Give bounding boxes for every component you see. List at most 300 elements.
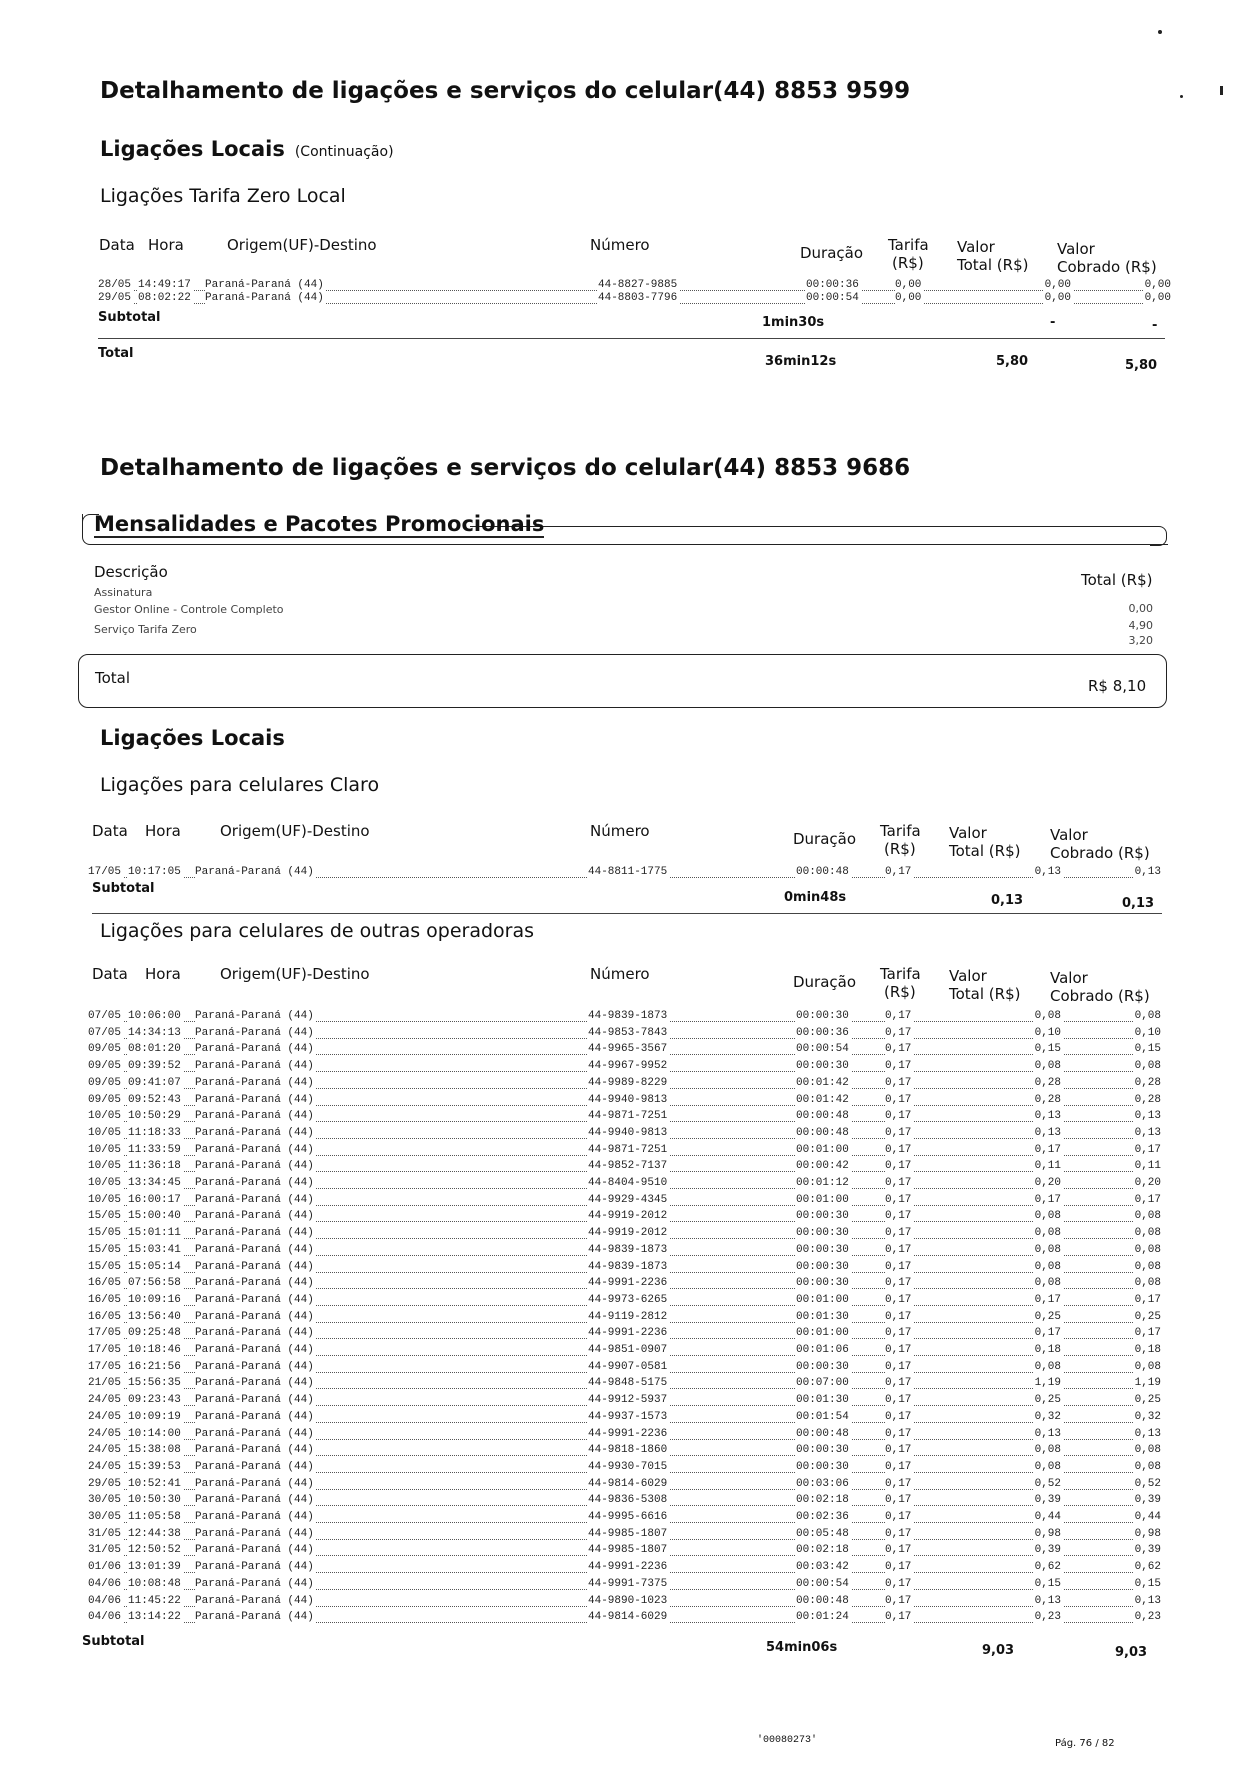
hdr-hora: Hora bbox=[145, 822, 181, 840]
cell-data: 29/05 bbox=[88, 1477, 122, 1490]
hdr-valor-total: Total (R$) bbox=[949, 985, 1021, 1003]
cell-tarifa: 0,17 bbox=[885, 1076, 912, 1089]
cell-hora: 11:18:33 bbox=[128, 1126, 181, 1139]
cell-data: 10/05 bbox=[88, 1193, 122, 1206]
cell-origem: Paraná-Paraná (44) bbox=[195, 1243, 314, 1256]
subtotal-cobrado: 0,13 bbox=[1122, 896, 1155, 911]
cell-tarifa: 0,17 bbox=[885, 1544, 912, 1557]
cell-duracao: 00:00:30 bbox=[796, 1444, 849, 1457]
cell-hora: 10:08:48 bbox=[128, 1577, 181, 1590]
cell-tarifa: 0,17 bbox=[885, 1310, 912, 1323]
cell-numero: 44-9973-6265 bbox=[588, 1293, 668, 1306]
total-cobrado: 5,80 bbox=[1125, 358, 1158, 373]
cell-valor-total: 0,52 bbox=[1034, 1477, 1061, 1490]
group-tarifa-zero: Ligações Tarifa Zero Local bbox=[100, 185, 346, 207]
cell-origem: Paraná-Paraná (44) bbox=[195, 1076, 314, 1089]
cell-valor-cobrado: 0,08 bbox=[1134, 1243, 1161, 1256]
cell-valor-cobrado: 0,62 bbox=[1134, 1561, 1161, 1574]
cell-origem: Paraná-Paraná (44) bbox=[195, 1444, 314, 1457]
cell-valor-total: 0,13 bbox=[1034, 1594, 1061, 1607]
cell-valor-total: 0,17 bbox=[1034, 1143, 1061, 1156]
cell-valor-total: 0,17 bbox=[1034, 1293, 1061, 1306]
hdr-duracao: Duração bbox=[800, 244, 864, 262]
subtotal-label: Subtotal bbox=[98, 310, 161, 325]
cell-valor-cobrado: 0,13 bbox=[1134, 1110, 1161, 1123]
cell-data: 31/05 bbox=[88, 1544, 122, 1557]
cell-tarifa: 0,17 bbox=[885, 1577, 912, 1590]
cell-tarifa: 0,17 bbox=[885, 1561, 912, 1574]
table-row bbox=[88, 1277, 1163, 1291]
cell-tarifa: 0,17 bbox=[885, 1160, 912, 1173]
cell-data: 09/05 bbox=[88, 1060, 122, 1073]
cell-duracao: 00:05:48 bbox=[796, 1527, 849, 1540]
cell-hora: 15:05:14 bbox=[128, 1260, 181, 1273]
cell-origem: Paraná-Paraná (44) bbox=[195, 1577, 314, 1590]
cell-valor-cobrado: 0,08 bbox=[1134, 1260, 1161, 1273]
group-outras: Ligações para celulares de outras operadoras bbox=[100, 920, 535, 942]
cell-tarifa: 0,17 bbox=[885, 1243, 912, 1256]
hdr-origem: Origem(UF)-Destino bbox=[220, 965, 370, 983]
cell-valor-total: 0,08 bbox=[1034, 1243, 1061, 1256]
cell-numero: 44-9907-0581 bbox=[588, 1360, 668, 1373]
total-header: Total (R$) bbox=[1081, 571, 1153, 589]
cell-origem: Paraná-Paraná (44) bbox=[195, 1060, 314, 1073]
scan-speck bbox=[1158, 30, 1162, 34]
subtotal-duration: 54min06s bbox=[766, 1640, 838, 1655]
cell-data: 07/05 bbox=[88, 1026, 122, 1039]
cell-numero: 44-9940-9813 bbox=[588, 1093, 668, 1106]
cell-valor-cobrado: 0,08 bbox=[1134, 1460, 1161, 1473]
cell-valor-total: 0,18 bbox=[1034, 1344, 1061, 1356]
cell-hora: 11:33:59 bbox=[128, 1143, 181, 1156]
table-row bbox=[88, 1261, 1163, 1275]
footer-code: '00080273' bbox=[757, 1735, 818, 1746]
cell-data: 24/05 bbox=[88, 1460, 122, 1473]
cell-tarifa: 0,17 bbox=[885, 1427, 912, 1440]
box-top-line bbox=[470, 526, 1152, 527]
cell-valor-cobrado: 0,00 bbox=[1144, 279, 1171, 291]
ligacoes-locais-title: Ligações Locais bbox=[100, 726, 285, 750]
hdr-data: Data bbox=[92, 965, 128, 983]
cell-numero: 44-9991-2236 bbox=[588, 1561, 668, 1574]
cell-duracao: 00:02:18 bbox=[796, 1494, 849, 1507]
cell-duracao: 00:00:30 bbox=[796, 1060, 849, 1073]
cell-valor-cobrado: 0,08 bbox=[1134, 1010, 1161, 1022]
table-row bbox=[88, 1311, 1163, 1325]
cell-hora: 10:50:30 bbox=[128, 1494, 181, 1507]
cell-valor-cobrado: 0,11 bbox=[1134, 1160, 1161, 1173]
scan-speck bbox=[1180, 95, 1183, 98]
table-row bbox=[88, 1244, 1163, 1258]
box-total-label: Total bbox=[95, 669, 131, 687]
cell-numero: 44-9930-7015 bbox=[588, 1460, 668, 1473]
cell-valor-cobrado: 0,39 bbox=[1134, 1494, 1161, 1507]
cell-tarifa: 0,17 bbox=[885, 1110, 912, 1123]
cell-origem: Paraná-Paraná (44) bbox=[195, 1394, 314, 1407]
cell-hora: 10:52:41 bbox=[128, 1477, 181, 1490]
cell-valor-total: 0,13 bbox=[1034, 866, 1061, 878]
cell-origem: Paraná-Paraná (44) bbox=[195, 1344, 314, 1356]
cell-hora: 10:50:29 bbox=[128, 1110, 181, 1123]
hdr-hora: Hora bbox=[148, 236, 184, 254]
cell-valor-cobrado: 0,23 bbox=[1134, 1611, 1161, 1624]
cell-tarifa: 0,17 bbox=[885, 1293, 912, 1306]
cell-duracao: 00:00:30 bbox=[796, 1010, 849, 1022]
cell-tarifa: 0,00 bbox=[895, 279, 922, 291]
cell-hora: 16:00:17 bbox=[128, 1193, 181, 1206]
cell-numero: 44-9836-5308 bbox=[588, 1494, 668, 1507]
cell-numero: 44-9919-2012 bbox=[588, 1210, 668, 1223]
item-desc: Serviço Tarifa Zero bbox=[94, 623, 197, 636]
hdr-hora: Hora bbox=[145, 965, 181, 983]
cell-numero: 44-9985-1807 bbox=[588, 1544, 668, 1557]
cell-valor-cobrado: 0,25 bbox=[1134, 1310, 1161, 1323]
hdr-valor2: Valor bbox=[1057, 240, 1095, 258]
table-row bbox=[88, 866, 1163, 880]
cell-duracao: 00:01:42 bbox=[796, 1093, 849, 1106]
cell-valor-cobrado: 0,08 bbox=[1134, 1210, 1161, 1223]
cell-numero: 44-9839-1873 bbox=[588, 1010, 668, 1022]
cell-origem: Paraná-Paraná (44) bbox=[205, 279, 324, 291]
cell-tarifa: 0,17 bbox=[885, 866, 912, 878]
cell-origem: Paraná-Paraná (44) bbox=[195, 1544, 314, 1557]
cell-valor-cobrado: 0,39 bbox=[1134, 1544, 1161, 1557]
cell-data: 29/05 bbox=[98, 292, 132, 304]
table-row bbox=[88, 1595, 1163, 1609]
cell-valor-cobrado: 0,08 bbox=[1134, 1444, 1161, 1457]
cell-valor-total: 0,10 bbox=[1034, 1026, 1061, 1039]
table-row bbox=[88, 1611, 1163, 1625]
cell-valor-total: 0,23 bbox=[1034, 1611, 1061, 1624]
table-row bbox=[88, 1461, 1163, 1475]
cell-data: 10/05 bbox=[88, 1143, 122, 1156]
cell-duracao: 00:00:42 bbox=[796, 1160, 849, 1173]
cell-origem: Paraná-Paraná (44) bbox=[195, 1093, 314, 1106]
cell-data: 07/05 bbox=[88, 1010, 122, 1022]
cell-origem: Paraná-Paraná (44) bbox=[195, 1611, 314, 1624]
cell-duracao: 00:02:36 bbox=[796, 1511, 849, 1523]
subtotal-duration: 0min48s bbox=[784, 890, 847, 905]
table-row bbox=[88, 1060, 1163, 1074]
cell-hora: 10:09:19 bbox=[128, 1410, 181, 1423]
cell-data: 24/05 bbox=[88, 1444, 122, 1457]
cell-origem: Paraná-Paraná (44) bbox=[195, 1160, 314, 1173]
cell-tarifa: 0,17 bbox=[885, 1227, 912, 1240]
cell-duracao: 00:00:48 bbox=[796, 1126, 849, 1139]
cell-valor-total: 0,00 bbox=[1044, 279, 1071, 291]
cell-data: 04/06 bbox=[88, 1594, 122, 1607]
cell-tarifa: 0,17 bbox=[885, 1377, 912, 1390]
cell-tarifa: 0,17 bbox=[885, 1093, 912, 1106]
cell-numero: 44-9937-1573 bbox=[588, 1410, 668, 1423]
hdr-data: Data bbox=[99, 236, 135, 254]
subtotal-total: 0,13 bbox=[991, 893, 1024, 908]
cell-valor-cobrado: 0,20 bbox=[1134, 1177, 1161, 1189]
cell-data: 31/05 bbox=[88, 1527, 122, 1540]
cell-valor-total: 0,98 bbox=[1034, 1527, 1061, 1540]
cell-numero: 44-9985-1807 bbox=[588, 1527, 668, 1540]
cell-hora: 15:56:35 bbox=[128, 1377, 181, 1390]
cell-data: 15/05 bbox=[88, 1227, 122, 1240]
cell-origem: Paraná-Paraná (44) bbox=[195, 1511, 314, 1523]
cell-hora: 10:14:00 bbox=[128, 1427, 181, 1440]
table-row bbox=[88, 1194, 1163, 1208]
cell-valor-cobrado: 0,08 bbox=[1134, 1060, 1161, 1073]
table-row bbox=[88, 1110, 1163, 1124]
cell-valor-total: 0,17 bbox=[1034, 1193, 1061, 1206]
cell-valor-total: 0,08 bbox=[1034, 1260, 1061, 1273]
hdr-valor: Valor bbox=[949, 967, 987, 985]
cell-duracao: 00:01:54 bbox=[796, 1410, 849, 1423]
group-claro: Ligações para celulares Claro bbox=[100, 774, 380, 796]
cell-origem: Paraná-Paraná (44) bbox=[195, 1010, 314, 1022]
cell-hora: 15:01:11 bbox=[128, 1227, 181, 1240]
cell-origem: Paraná-Paraná (44) bbox=[195, 1026, 314, 1039]
cell-numero: 44-9851-0907 bbox=[588, 1344, 668, 1356]
cell-numero: 44-9814-6029 bbox=[588, 1477, 668, 1490]
cell-hora: 11:36:18 bbox=[128, 1160, 181, 1173]
cell-numero: 44-9818-1860 bbox=[588, 1444, 668, 1457]
cell-origem: Paraná-Paraná (44) bbox=[195, 1494, 314, 1507]
hdr-valor-total: Total (R$) bbox=[949, 842, 1021, 860]
cell-numero: 44-9967-9952 bbox=[588, 1060, 668, 1073]
table-row bbox=[98, 279, 1173, 293]
total-box bbox=[78, 654, 1167, 708]
cell-valor-total: 0,11 bbox=[1034, 1160, 1061, 1173]
cell-valor-cobrado: 0,44 bbox=[1134, 1511, 1161, 1523]
cell-valor-cobrado: 0,28 bbox=[1134, 1093, 1161, 1106]
cell-origem: Paraná-Paraná (44) bbox=[195, 1527, 314, 1540]
cell-duracao: 00:00:30 bbox=[796, 1360, 849, 1373]
cell-origem: Paraná-Paraná (44) bbox=[195, 1360, 314, 1373]
hdr-tarifa-unit: (R$) bbox=[884, 840, 916, 858]
cell-tarifa: 0,17 bbox=[885, 1360, 912, 1373]
hdr-numero: Número bbox=[590, 965, 650, 983]
cell-origem: Paraná-Paraná (44) bbox=[195, 866, 314, 878]
hdr-valor-cobrado: Cobrado (R$) bbox=[1057, 258, 1157, 276]
cell-hora: 12:50:52 bbox=[128, 1544, 181, 1557]
cell-valor-cobrado: 0,13 bbox=[1134, 1427, 1161, 1440]
cell-tarifa: 0,17 bbox=[885, 1010, 912, 1022]
cell-numero: 44-9989-8229 bbox=[588, 1076, 668, 1089]
box-total-value: R$ 8,10 bbox=[1088, 677, 1147, 695]
cell-valor-cobrado: 0,08 bbox=[1134, 1360, 1161, 1373]
cell-numero: 44-9839-1873 bbox=[588, 1243, 668, 1256]
page-number: Pág. 76 / 82 bbox=[1055, 1738, 1115, 1749]
cell-origem: Paraná-Paraná (44) bbox=[195, 1410, 314, 1423]
cell-duracao: 00:07:00 bbox=[796, 1377, 849, 1390]
cell-hora: 09:25:48 bbox=[128, 1327, 181, 1340]
cell-valor-total: 0,62 bbox=[1034, 1561, 1061, 1574]
cell-origem: Paraná-Paraná (44) bbox=[195, 1377, 314, 1390]
cell-duracao: 00:00:30 bbox=[796, 1277, 849, 1290]
cell-numero: 44-9991-2236 bbox=[588, 1277, 668, 1290]
cell-hora: 09:52:43 bbox=[128, 1093, 181, 1106]
cell-numero: 44-9991-7375 bbox=[588, 1577, 668, 1590]
cell-hora: 14:49:17 bbox=[138, 279, 191, 291]
cell-valor-cobrado: 0,52 bbox=[1134, 1477, 1161, 1490]
cell-hora: 10:09:16 bbox=[128, 1293, 181, 1306]
cell-data: 09/05 bbox=[88, 1093, 122, 1106]
cell-data: 16/05 bbox=[88, 1277, 122, 1290]
cell-tarifa: 0,17 bbox=[885, 1527, 912, 1540]
cell-tarifa: 0,17 bbox=[885, 1143, 912, 1156]
cell-numero: 44-8404-9510 bbox=[588, 1177, 668, 1189]
box-corner-right bbox=[1150, 526, 1167, 546]
cell-hora: 07:56:58 bbox=[128, 1277, 181, 1290]
cell-valor-total: 0,39 bbox=[1034, 1494, 1061, 1507]
cell-duracao: 00:00:30 bbox=[796, 1243, 849, 1256]
subtotal-total: - bbox=[1050, 315, 1056, 330]
table-row bbox=[88, 1027, 1163, 1041]
cell-data: 15/05 bbox=[88, 1243, 122, 1256]
section1-title: Detalhamento de ligações e serviços do celular(44) 8853 9599 bbox=[100, 78, 911, 104]
table-row bbox=[88, 1043, 1163, 1057]
cell-duracao: 00:00:30 bbox=[796, 1460, 849, 1473]
hdr-valor-total: Total (R$) bbox=[957, 256, 1029, 274]
cell-valor-cobrado: 0,17 bbox=[1134, 1193, 1161, 1206]
cell-data: 10/05 bbox=[88, 1126, 122, 1139]
cell-tarifa: 0,17 bbox=[885, 1126, 912, 1139]
cell-data: 28/05 bbox=[98, 279, 132, 291]
cell-numero: 44-8811-1775 bbox=[588, 866, 668, 878]
cell-hora: 15:00:40 bbox=[128, 1210, 181, 1223]
cell-duracao: 00:01:42 bbox=[796, 1076, 849, 1089]
cell-valor-total: 0,00 bbox=[1044, 292, 1071, 304]
cell-valor-total: 0,13 bbox=[1034, 1126, 1061, 1139]
cell-data: 24/05 bbox=[88, 1394, 122, 1407]
cell-valor-cobrado: 0,17 bbox=[1134, 1327, 1161, 1340]
cell-valor-total: 0,15 bbox=[1034, 1043, 1061, 1056]
subtotal-label: Subtotal bbox=[92, 881, 155, 896]
cell-data: 10/05 bbox=[88, 1177, 122, 1189]
cell-origem: Paraná-Paraná (44) bbox=[195, 1260, 314, 1273]
table-row bbox=[88, 1528, 1163, 1542]
cell-valor-total: 0,08 bbox=[1034, 1010, 1061, 1022]
cell-numero: 44-9852-7137 bbox=[588, 1160, 668, 1173]
cell-data: 10/05 bbox=[88, 1110, 122, 1123]
table-row bbox=[88, 1578, 1163, 1592]
hdr-tarifa: Tarifa bbox=[880, 822, 921, 840]
cell-numero: 44-9119-2812 bbox=[588, 1310, 668, 1323]
cell-origem: Paraná-Paraná (44) bbox=[195, 1227, 314, 1240]
cell-valor-cobrado: 0,25 bbox=[1134, 1394, 1161, 1407]
cell-duracao: 00:01:06 bbox=[796, 1344, 849, 1356]
cell-data: 04/06 bbox=[88, 1611, 122, 1624]
cell-origem: Paraná-Paraná (44) bbox=[195, 1561, 314, 1574]
cell-hora: 13:14:22 bbox=[128, 1611, 181, 1624]
cell-data: 09/05 bbox=[88, 1076, 122, 1089]
table-row bbox=[88, 1494, 1163, 1508]
table-row bbox=[88, 1544, 1163, 1558]
cell-data: 15/05 bbox=[88, 1260, 122, 1273]
cell-origem: Paraná-Paraná (44) bbox=[195, 1594, 314, 1607]
cell-data: 04/06 bbox=[88, 1577, 122, 1590]
hdr-duracao: Duração bbox=[793, 973, 857, 991]
cell-data: 16/05 bbox=[88, 1293, 122, 1306]
cell-valor-total: 0,20 bbox=[1034, 1177, 1061, 1189]
cell-hora: 12:44:38 bbox=[128, 1527, 181, 1540]
table-row bbox=[88, 1511, 1163, 1525]
cell-numero: 44-9912-5937 bbox=[588, 1394, 668, 1407]
cell-tarifa: 0,17 bbox=[885, 1511, 912, 1523]
table-row bbox=[88, 1077, 1163, 1091]
cell-data: 24/05 bbox=[88, 1427, 122, 1440]
cell-valor-cobrado: 0,08 bbox=[1134, 1227, 1161, 1240]
cell-origem: Paraná-Paraná (44) bbox=[195, 1293, 314, 1306]
table-row bbox=[88, 1344, 1163, 1358]
hdr-valor2: Valor bbox=[1050, 826, 1088, 844]
cell-numero: 44-9940-9813 bbox=[588, 1126, 668, 1139]
cell-valor-total: 0,08 bbox=[1034, 1460, 1061, 1473]
cell-duracao: 00:01:00 bbox=[796, 1327, 849, 1340]
hdr-valor-cobrado: Cobrado (R$) bbox=[1050, 844, 1150, 862]
scan-speck bbox=[1220, 86, 1223, 95]
cell-tarifa: 0,17 bbox=[885, 1394, 912, 1407]
table-row bbox=[88, 1361, 1163, 1375]
cell-duracao: 00:00:48 bbox=[796, 1594, 849, 1607]
item-value: 3,20 bbox=[1128, 634, 1153, 647]
item-value: 4,90 bbox=[1128, 619, 1153, 632]
cell-numero: 44-9848-5175 bbox=[588, 1377, 668, 1390]
cell-origem: Paraná-Paraná (44) bbox=[195, 1477, 314, 1490]
hdr-valor: Valor bbox=[949, 824, 987, 842]
cell-valor-total: 0,32 bbox=[1034, 1410, 1061, 1423]
cell-origem: Paraná-Paraná (44) bbox=[195, 1427, 314, 1440]
table-row bbox=[88, 1478, 1163, 1492]
cell-valor-total: 0,08 bbox=[1034, 1277, 1061, 1290]
cell-tarifa: 0,17 bbox=[885, 1060, 912, 1073]
cell-hora: 15:38:08 bbox=[128, 1444, 181, 1457]
cell-valor-total: 0,15 bbox=[1034, 1577, 1061, 1590]
table-row bbox=[88, 1294, 1163, 1308]
cell-tarifa: 0,17 bbox=[885, 1460, 912, 1473]
cell-tarifa: 0,17 bbox=[885, 1444, 912, 1457]
cell-valor-cobrado: 0,13 bbox=[1134, 866, 1161, 878]
table-row bbox=[88, 1327, 1163, 1341]
table-row bbox=[88, 1561, 1163, 1575]
cell-valor-cobrado: 0,17 bbox=[1134, 1293, 1161, 1306]
table-row bbox=[98, 292, 1173, 306]
cell-data: 09/05 bbox=[88, 1043, 122, 1056]
cell-valor-cobrado: 1,19 bbox=[1134, 1377, 1161, 1390]
cell-origem: Paraná-Paraná (44) bbox=[195, 1110, 314, 1123]
cell-valor-cobrado: 0,13 bbox=[1134, 1594, 1161, 1607]
table-row bbox=[88, 1127, 1163, 1141]
cell-origem: Paraná-Paraná (44) bbox=[195, 1327, 314, 1340]
cell-duracao: 00:00:30 bbox=[796, 1210, 849, 1223]
cell-valor-cobrado: 0,32 bbox=[1134, 1410, 1161, 1423]
cell-valor-cobrado: 0,15 bbox=[1134, 1577, 1161, 1590]
hdr-duracao: Duração bbox=[793, 830, 857, 848]
cell-tarifa: 0,17 bbox=[885, 1327, 912, 1340]
subtotal-cobrado: - bbox=[1152, 318, 1158, 333]
hdr-origem: Origem(UF)-Destino bbox=[220, 822, 370, 840]
cell-hora: 13:01:39 bbox=[128, 1561, 181, 1574]
cell-tarifa: 0,00 bbox=[895, 292, 922, 304]
table-row bbox=[88, 1444, 1163, 1458]
cell-numero: 44-9814-6029 bbox=[588, 1611, 668, 1624]
cell-numero: 44-9991-2236 bbox=[588, 1427, 668, 1440]
section2-title: Detalhamento de ligações e serviços do celular(44) 8853 9686 bbox=[100, 455, 911, 481]
cell-numero: 44-9871-7251 bbox=[588, 1110, 668, 1123]
cell-origem: Paraná-Paraná (44) bbox=[195, 1210, 314, 1223]
table-row bbox=[88, 1428, 1163, 1442]
cell-hora: 10:06:00 bbox=[128, 1010, 181, 1022]
cell-numero: 44-9965-3567 bbox=[588, 1043, 668, 1056]
hdr-tarifa: Tarifa bbox=[880, 965, 921, 983]
cell-data: 10/05 bbox=[88, 1160, 122, 1173]
